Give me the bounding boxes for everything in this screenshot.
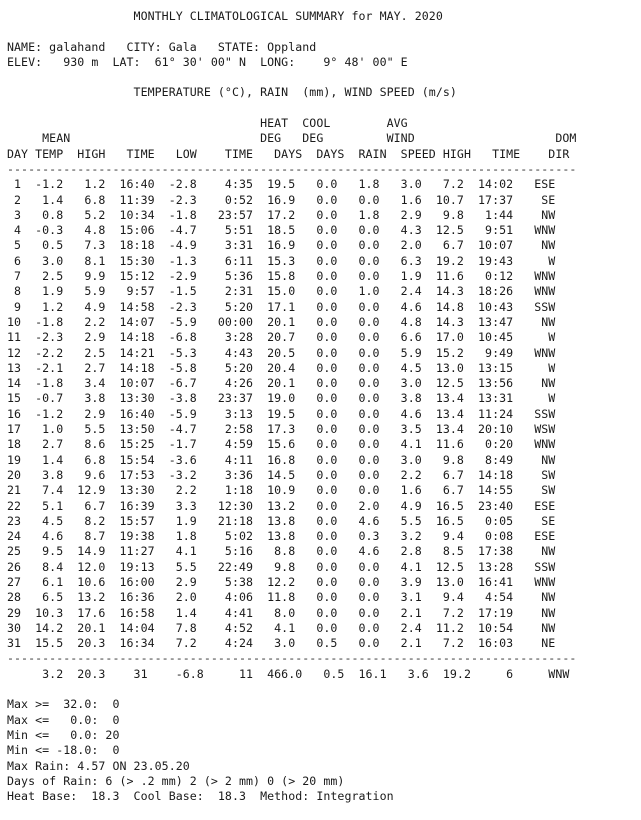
- daily-rows: [7, 177, 576, 651]
- table-row: 30 14.2 20.1 14:04 7.8 4:52 4.1 0.0 0.0 2.4 11.2 10:54 NW: [7, 620, 556, 635]
- summary-block: [7, 697, 576, 804]
- table-row: 2 1.4 6.8 11:39 -2.3 0:52 16.9 0.0 0.0 1.6 10.7 17:37 SE: [7, 192, 556, 207]
- table-row: 15 -0.7 3.8 13:30 -3.8 23:37 19.0 0.0 0.0 3.8 13.4 13:31 W: [7, 391, 556, 406]
- summary-line: Max Rain: 4.57 ON 23.05.20: [7, 758, 190, 773]
- table-row: 17 1.0 5.5 13:50 -4.7 2:58 17.3 0.0 0.0 3.5 13.4 20:10 WSW: [7, 422, 556, 437]
- table-row: 26 8.4 12.0 19:13 5.5 22:49 9.8 0.0 0.0 4.1 12.5 13:28 SSW: [7, 559, 556, 574]
- table-row: 5 0.5 7.3 18:18 -4.9 3:31 16.9 0.0 0.0 2.0 6.7 10:07 NW: [7, 238, 556, 253]
- blank-line: [7, 101, 576, 116]
- totals-row: 3.2 20.3 31 -6.8 11 466.0 0.5 16.1 3.6 19.2 6 WNW: [7, 666, 570, 681]
- table-row: 22 5.1 6.7 16:39 3.3 12:30 13.2 0.0 2.0 4.9 16.5 23:40 ESE: [7, 498, 556, 513]
- table-row: 24 4.6 8.7 19:38 1.8 5:02 13.8 0.0 0.3 3.2 9.4 0:08 ESE: [7, 529, 556, 544]
- table-row: 14 -1.8 3.4 10:07 -6.7 4:26 20.1 0.0 0.0 3.0 12.5 13:56 NW: [7, 376, 556, 391]
- report-title: MONTHLY CLIMATOLOGICAL SUMMARY for MAY. 2020: [7, 9, 443, 23]
- column-header-3: DAY TEMP HIGH TIME LOW TIME DAYS DAYS RAIN SPEED HIGH TIME DIR: [7, 146, 570, 161]
- table-row: 8 1.9 5.9 9:57 -1.5 2:31 15.0 0.0 1.0 2.4 14.3 18:26 WNW: [7, 284, 556, 299]
- table-row: 9 1.2 4.9 14:58 -2.3 5:20 17.1 0.0 0.0 4.6 14.8 10:43 SSW: [7, 299, 556, 314]
- table-row: 6 3.0 8.1 15:30 -1.3 6:11 15.3 0.0 0.0 6.3 19.2 19:43 W: [7, 253, 556, 268]
- header-separator: ---------------------------------------------------------------------------------: [7, 161, 577, 176]
- column-header-1: HEAT COOL AVG: [7, 116, 408, 131]
- climatological-report: [7, 9, 576, 804]
- table-row: 18 2.7 8.6 15:25 -1.7 4:59 15.6 0.0 0.0 4.1 11.6 0:20 WNW: [7, 437, 556, 452]
- table-row: 4 -0.3 4.8 15:06 -4.7 5:51 18.5 0.0 0.0 4.3 12.5 9:51 WNW: [7, 223, 556, 238]
- summary-line: Max <= 0.0: 0: [7, 712, 120, 727]
- table-row: 25 9.5 14.9 11:27 4.1 5:16 8.8 0.0 4.6 2.8 8.5 17:38 NW: [7, 544, 556, 559]
- table-row: 28 6.5 13.2 16:36 2.0 4:06 11.8 0.0 0.0 3.1 9.4 4:54 NW: [7, 590, 556, 605]
- summary-line: Max >= 32.0: 0: [7, 697, 120, 712]
- table-row: 16 -1.2 2.9 16:40 -5.9 3:13 19.5 0.0 0.0 4.6 13.4 11:24 SSW: [7, 406, 556, 421]
- table-row: 12 -2.2 2.5 14:21 -5.3 4:43 20.5 0.0 0.0 5.9 15.2 9:49 WNW: [7, 345, 556, 360]
- blank-line: [7, 682, 576, 697]
- station-line: NAME: galahand CITY: Gala STATE: Oppland: [7, 39, 317, 54]
- table-row: 3 0.8 5.2 10:34 -1.8 23:57 17.2 0.0 1.8 2.9 9.8 1:44 NW: [7, 207, 556, 222]
- summary-line: Days of Rain: 6 (> .2 mm) 2 (> 2 mm) 0 (> 20 mm): [7, 773, 345, 788]
- summary-line: Min <= -18.0: 0: [7, 743, 120, 758]
- table-row: 29 10.3 17.6 16:58 1.4 4:41 8.0 0.0 0.0 2.1 7.2 17:19 NW: [7, 605, 556, 620]
- column-header-2: MEAN DEG DEG WIND DOM: [7, 131, 577, 146]
- summary-line: Heat Base: 18.3 Cool Base: 18.3 Method: Integration: [7, 789, 394, 804]
- location-line: ELEV: 930 m LAT: 61° 30' 00" N LONG: 9° 48' 00" E: [7, 54, 408, 69]
- table-row: 20 3.8 9.6 17:53 -3.2 3:36 14.5 0.0 0.0 2.2 6.7 14:18 SW: [7, 467, 556, 482]
- table-row: 31 15.5 20.3 16:34 7.2 4:24 3.0 0.5 0.0 2.1 7.2 16:03 NE: [7, 636, 556, 651]
- blank-line: [7, 24, 576, 39]
- summary-line: Min <= 0.0: 20: [7, 727, 120, 742]
- table-row: 13 -2.1 2.7 14:18 -5.8 5:20 20.4 0.0 0.0 4.5 13.0 13:15 W: [7, 360, 556, 375]
- table-row: 1 -1.2 1.2 16:40 -2.8 4:35 19.5 0.0 1.8 3.0 7.2 14:02 ESE: [7, 177, 556, 192]
- units-line: TEMPERATURE (°C), RAIN (mm), WIND SPEED (m/s): [7, 85, 457, 100]
- table-row: 10 -1.8 2.2 14:07 -5.9 00:00 20.1 0.0 0.0 4.8 14.3 13:47 NW: [7, 314, 556, 329]
- blank-line: [7, 70, 576, 85]
- table-row: 7 2.5 9.9 15:12 -2.9 5:36 15.8 0.0 0.0 1.9 11.6 0:12 WNW: [7, 269, 556, 284]
- table-row: 21 7.4 12.9 13:30 2.2 1:18 10.9 0.0 0.0 1.6 6.7 14:55 SW: [7, 483, 556, 498]
- table-row: 23 4.5 8.2 15:57 1.9 21:18 13.8 0.0 4.6 5.5 16.5 0:05 SE: [7, 513, 556, 528]
- totals-separator: ---------------------------------------------------------------------------------: [7, 651, 577, 666]
- table-row: 27 6.1 10.6 16:00 2.9 5:38 12.2 0.0 0.0 3.9 13.0 16:41 WNW: [7, 574, 556, 589]
- table-row: 11 -2.3 2.9 14:18 -6.8 3:28 20.7 0.0 0.0 6.6 17.0 10:45 W: [7, 330, 556, 345]
- table-row: 19 1.4 6.8 15:54 -3.6 4:11 16.8 0.0 0.0 3.0 9.8 8:49 NW: [7, 452, 556, 467]
